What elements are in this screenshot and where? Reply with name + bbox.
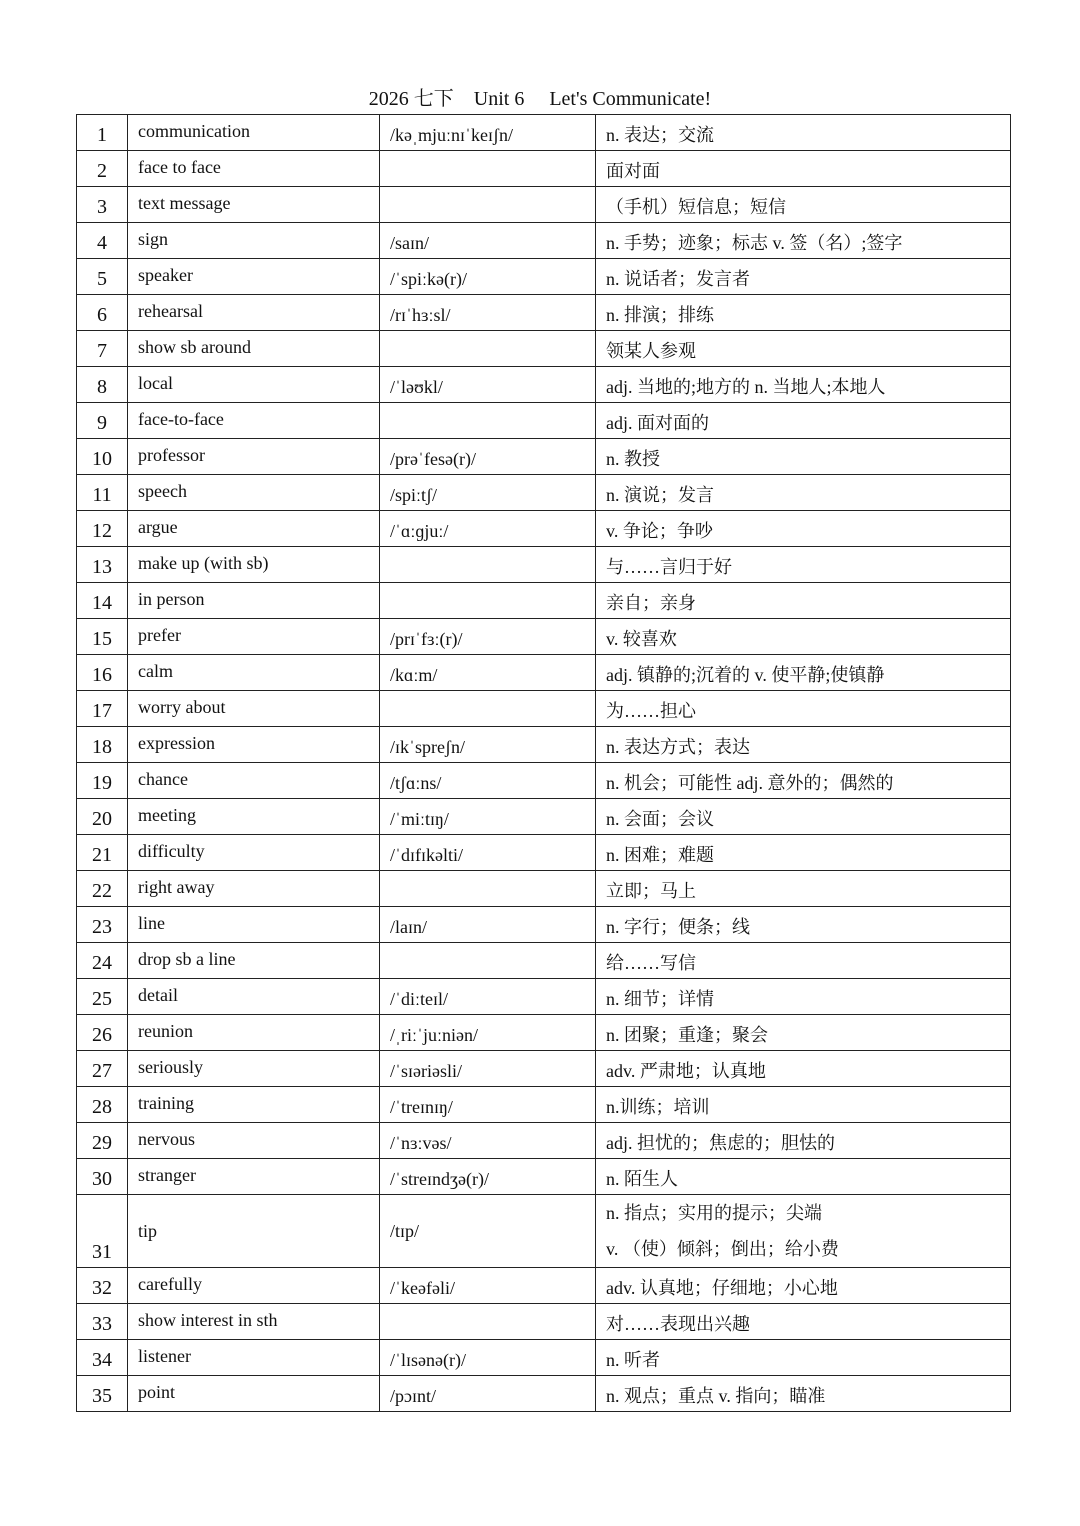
word-cell: communication xyxy=(128,115,380,151)
meaning-cell xyxy=(596,1195,1011,1268)
row-number: 1 xyxy=(77,115,128,151)
row-number: 10 xyxy=(77,439,128,475)
meaning-line: n. 会面；会议 xyxy=(606,809,714,829)
meaning-cell xyxy=(596,295,1011,331)
meaning-line: n. 团聚；重逢；聚会 xyxy=(606,1025,768,1045)
table-row xyxy=(77,1340,1011,1376)
vocabulary-table-body xyxy=(77,115,1011,1412)
word-cell: detail xyxy=(128,979,380,1015)
meaning-line: n. 困难；难题 xyxy=(606,845,714,865)
meaning-line: n. 陌生人 xyxy=(606,1169,678,1189)
word-cell: expression xyxy=(128,727,380,763)
row-number: 13 xyxy=(77,547,128,583)
phonetic-cell: /ˈstreɪndʒə(r)/ xyxy=(380,1159,596,1195)
meaning-cell xyxy=(596,943,1011,979)
word-cell: point xyxy=(128,1376,380,1412)
meaning-cell xyxy=(596,979,1011,1015)
table-row xyxy=(77,799,1011,835)
meaning-line: 为……担心 xyxy=(606,701,696,721)
table-row xyxy=(77,619,1011,655)
meaning-line: 对……表现出兴趣 xyxy=(606,1314,750,1334)
meaning-line: v. （使）倾斜；倒出；给小费 xyxy=(606,1239,839,1259)
phonetic-cell: /kɑːm/ xyxy=(380,655,596,691)
table-row xyxy=(77,1304,1011,1340)
meaning-cell xyxy=(596,151,1011,187)
meaning-cell xyxy=(596,115,1011,151)
table-row xyxy=(77,907,1011,943)
meaning-line: adv. 认真地；仔细地；小心地 xyxy=(606,1278,838,1298)
meaning-cell xyxy=(596,835,1011,871)
table-row xyxy=(77,1376,1011,1412)
row-number: 29 xyxy=(77,1123,128,1159)
table-row xyxy=(77,547,1011,583)
meaning-line: n. 表达方式；表达 xyxy=(606,737,750,757)
meaning-line: n. 演说；发言 xyxy=(606,485,714,505)
meaning-line: n.训练；培训 xyxy=(606,1097,710,1117)
meaning-cell xyxy=(596,1376,1011,1412)
word-cell: professor xyxy=(128,439,380,475)
phonetic-cell: /ˈsɪəriəsli/ xyxy=(380,1051,596,1087)
row-number: 23 xyxy=(77,907,128,943)
meaning-cell xyxy=(596,583,1011,619)
row-number: 22 xyxy=(77,871,128,907)
word-cell: face to face xyxy=(128,151,380,187)
meaning-cell xyxy=(596,619,1011,655)
word-cell: tip xyxy=(128,1195,380,1268)
meaning-cell xyxy=(596,439,1011,475)
phonetic-cell: /ˈtreɪnɪŋ/ xyxy=(380,1087,596,1123)
table-row xyxy=(77,1268,1011,1304)
table-row xyxy=(77,1123,1011,1159)
table-row xyxy=(77,727,1011,763)
word-cell: show sb around xyxy=(128,331,380,367)
row-number: 14 xyxy=(77,583,128,619)
table-row xyxy=(77,223,1011,259)
word-cell: argue xyxy=(128,511,380,547)
phonetic-cell: /pɔɪnt/ xyxy=(380,1376,596,1412)
row-number: 30 xyxy=(77,1159,128,1195)
phonetic-cell xyxy=(380,871,596,907)
meaning-line: n. 表达；交流 xyxy=(606,125,714,145)
meaning-cell xyxy=(596,1015,1011,1051)
meaning-line: n. 手势；迹象；标志 v. 签（名）;签字 xyxy=(606,233,903,253)
meaning-line: 给……写信 xyxy=(606,953,696,973)
word-cell: meeting xyxy=(128,799,380,835)
table-row xyxy=(77,115,1011,151)
row-number: 12 xyxy=(77,511,128,547)
row-number: 6 xyxy=(77,295,128,331)
word-cell: seriously xyxy=(128,1051,380,1087)
word-cell: speaker xyxy=(128,259,380,295)
row-number: 5 xyxy=(77,259,128,295)
meaning-line: （手机）短信息；短信 xyxy=(606,197,786,217)
meaning-cell xyxy=(596,655,1011,691)
phonetic-cell xyxy=(380,691,596,727)
row-number: 17 xyxy=(77,691,128,727)
meaning-cell xyxy=(596,799,1011,835)
meaning-cell xyxy=(596,1268,1011,1304)
table-row xyxy=(77,1051,1011,1087)
table-row xyxy=(77,655,1011,691)
row-number: 7 xyxy=(77,331,128,367)
word-cell: listener xyxy=(128,1340,380,1376)
table-row xyxy=(77,1159,1011,1195)
word-cell: sign xyxy=(128,223,380,259)
word-cell: drop sb a line xyxy=(128,943,380,979)
row-number: 33 xyxy=(77,1304,128,1340)
meaning-line: 面对面 xyxy=(606,161,660,181)
row-number: 11 xyxy=(77,475,128,511)
meaning-line: n. 字行；便条；线 xyxy=(606,917,750,937)
row-number: 20 xyxy=(77,799,128,835)
phonetic-cell: /ˈmiːtɪŋ/ xyxy=(380,799,596,835)
phonetic-cell: /ˈɑːɡjuː/ xyxy=(380,511,596,547)
meaning-line: n. 细节；详情 xyxy=(606,989,714,1009)
phonetic-cell xyxy=(380,151,596,187)
table-row xyxy=(77,583,1011,619)
phonetic-cell: /prəˈfesə(r)/ xyxy=(380,439,596,475)
word-cell: show interest in sth xyxy=(128,1304,380,1340)
meaning-line: adv. 严肃地；认真地 xyxy=(606,1061,766,1081)
word-cell: calm xyxy=(128,655,380,691)
phonetic-cell: /ˌriːˈjuːniən/ xyxy=(380,1015,596,1051)
word-cell: right away xyxy=(128,871,380,907)
phonetic-cell xyxy=(380,547,596,583)
phonetic-cell: /spiːtʃ/ xyxy=(380,475,596,511)
meaning-cell xyxy=(596,871,1011,907)
table-row xyxy=(77,835,1011,871)
phonetic-cell: /saɪn/ xyxy=(380,223,596,259)
meaning-cell xyxy=(596,1340,1011,1376)
word-cell: reunion xyxy=(128,1015,380,1051)
word-cell: worry about xyxy=(128,691,380,727)
word-cell: line xyxy=(128,907,380,943)
phonetic-cell: /ˈnɜːvəs/ xyxy=(380,1123,596,1159)
meaning-line: v. 争论；争吵 xyxy=(606,521,713,541)
word-cell: make up (with sb) xyxy=(128,547,380,583)
phonetic-cell: /ˈdɪfɪkəlti/ xyxy=(380,835,596,871)
phonetic-cell xyxy=(380,403,596,439)
row-number: 32 xyxy=(77,1268,128,1304)
phonetic-cell: /ˈləʊkl/ xyxy=(380,367,596,403)
table-row xyxy=(77,979,1011,1015)
meaning-line: 领某人参观 xyxy=(606,341,696,361)
row-number: 27 xyxy=(77,1051,128,1087)
word-cell: stranger xyxy=(128,1159,380,1195)
meaning-cell xyxy=(596,223,1011,259)
meaning-cell xyxy=(596,1304,1011,1340)
row-number: 9 xyxy=(77,403,128,439)
word-cell: difficulty xyxy=(128,835,380,871)
meaning-cell xyxy=(596,403,1011,439)
table-row xyxy=(77,1195,1011,1268)
row-number: 24 xyxy=(77,943,128,979)
phonetic-cell xyxy=(380,943,596,979)
meaning-line: adj. 当地的;地方的 n. 当地人;本地人 xyxy=(606,377,886,397)
meaning-cell xyxy=(596,547,1011,583)
phonetic-cell: /tʃɑːns/ xyxy=(380,763,596,799)
phonetic-cell: /laɪn/ xyxy=(380,907,596,943)
word-cell: carefully xyxy=(128,1268,380,1304)
phonetic-cell: /kəˌmjuːnɪˈkeɪʃn/ xyxy=(380,115,596,151)
meaning-line: v. 较喜欢 xyxy=(606,629,677,649)
table-row xyxy=(77,331,1011,367)
word-cell: nervous xyxy=(128,1123,380,1159)
meaning-line: adj. 面对面的 xyxy=(606,413,709,433)
meaning-cell xyxy=(596,259,1011,295)
word-cell: speech xyxy=(128,475,380,511)
meaning-cell xyxy=(596,475,1011,511)
table-row xyxy=(77,943,1011,979)
meaning-line: adj. 担忧的；焦虑的；胆怯的 xyxy=(606,1133,835,1153)
row-number: 31 xyxy=(77,1195,128,1268)
table-row xyxy=(77,295,1011,331)
table-row xyxy=(77,1015,1011,1051)
table-row xyxy=(77,871,1011,907)
row-number: 28 xyxy=(77,1087,128,1123)
row-number: 35 xyxy=(77,1376,128,1412)
phonetic-cell xyxy=(380,1304,596,1340)
meaning-line: adj. 镇静的;沉着的 v. 使平静;使镇静 xyxy=(606,665,885,685)
table-row xyxy=(77,367,1011,403)
meaning-cell xyxy=(596,331,1011,367)
phonetic-cell: /ˈlɪsənə(r)/ xyxy=(380,1340,596,1376)
phonetic-cell: /rɪˈhɜːsl/ xyxy=(380,295,596,331)
word-cell: chance xyxy=(128,763,380,799)
row-number: 34 xyxy=(77,1340,128,1376)
table-row xyxy=(77,511,1011,547)
word-cell: prefer xyxy=(128,619,380,655)
meaning-line: n. 观点；重点 v. 指向；瞄准 xyxy=(606,1386,826,1406)
meaning-cell xyxy=(596,187,1011,223)
word-cell: in person xyxy=(128,583,380,619)
row-number: 15 xyxy=(77,619,128,655)
meaning-line: n. 说话者；发言者 xyxy=(606,269,750,289)
row-number: 19 xyxy=(77,763,128,799)
meaning-line: n. 听者 xyxy=(606,1350,660,1370)
meaning-line: n. 排演；排练 xyxy=(606,305,714,325)
word-cell: local xyxy=(128,367,380,403)
meaning-cell xyxy=(596,1087,1011,1123)
table-row xyxy=(77,439,1011,475)
table-row xyxy=(77,187,1011,223)
meaning-line: n. 教授 xyxy=(606,449,660,469)
row-number: 8 xyxy=(77,367,128,403)
row-number: 3 xyxy=(77,187,128,223)
table-row xyxy=(77,1087,1011,1123)
row-number: 16 xyxy=(77,655,128,691)
table-row xyxy=(77,403,1011,439)
table-row xyxy=(77,151,1011,187)
meaning-cell xyxy=(596,763,1011,799)
meaning-line: 立即；马上 xyxy=(606,881,696,901)
phonetic-cell xyxy=(380,331,596,367)
meaning-line: 与……言归于好 xyxy=(606,557,732,577)
phonetic-cell: /prɪˈfɜː(r)/ xyxy=(380,619,596,655)
row-number: 25 xyxy=(77,979,128,1015)
row-number: 18 xyxy=(77,727,128,763)
table-row xyxy=(77,475,1011,511)
phonetic-cell: /ˈspiːkə(r)/ xyxy=(380,259,596,295)
vocabulary-table xyxy=(76,114,1011,1412)
meaning-cell xyxy=(596,367,1011,403)
phonetic-cell: /ˈdiːteɪl/ xyxy=(380,979,596,1015)
word-cell: face-to-face xyxy=(128,403,380,439)
word-cell: text message xyxy=(128,187,380,223)
meaning-cell xyxy=(596,511,1011,547)
phonetic-cell: /ɪkˈspreʃn/ xyxy=(380,727,596,763)
table-row xyxy=(77,763,1011,799)
table-row xyxy=(77,691,1011,727)
phonetic-cell xyxy=(380,583,596,619)
meaning-cell xyxy=(596,1051,1011,1087)
phonetic-cell: /ˈkeəfəli/ xyxy=(380,1268,596,1304)
row-number: 4 xyxy=(77,223,128,259)
meaning-cell xyxy=(596,1159,1011,1195)
table-row xyxy=(77,259,1011,295)
meaning-cell xyxy=(596,727,1011,763)
page-title: 2026 七下 Unit 6 Let's Communicate! xyxy=(368,88,712,110)
meaning-cell xyxy=(596,1123,1011,1159)
meaning-line: n. 指点；实用的提示；尖端 xyxy=(606,1203,822,1223)
phonetic-cell xyxy=(380,187,596,223)
phonetic-cell: /tɪp/ xyxy=(380,1195,596,1268)
meaning-line: n. 机会；可能性 adj. 意外的；偶然的 xyxy=(606,773,894,793)
word-cell: rehearsal xyxy=(128,295,380,331)
meaning-line: 亲自；亲身 xyxy=(606,593,696,613)
row-number: 26 xyxy=(77,1015,128,1051)
word-cell: training xyxy=(128,1087,380,1123)
meaning-cell xyxy=(596,907,1011,943)
meaning-cell xyxy=(596,691,1011,727)
row-number: 21 xyxy=(77,835,128,871)
row-number: 2 xyxy=(77,151,128,187)
